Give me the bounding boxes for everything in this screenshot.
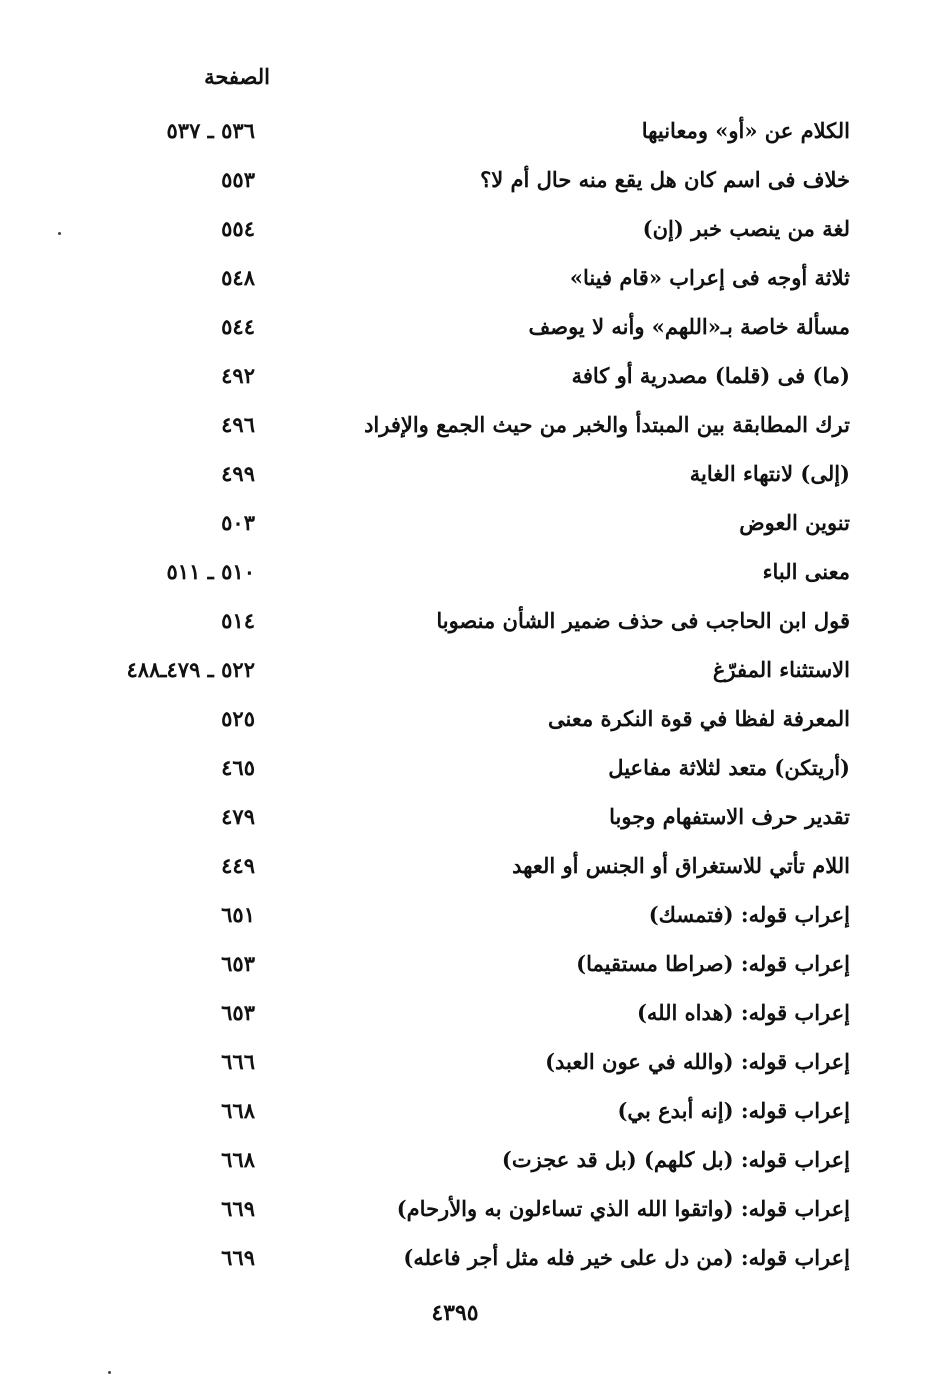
toc-entry	[60, 551, 860, 600]
toc-entry-title: ترك المطابقة بين المبتدأ والخبر من حيث الجمع والإفراد	[364, 412, 850, 437]
toc-entry-title: (إلى) لانتهاء الغاية	[689, 461, 850, 486]
toc-entry	[60, 453, 860, 502]
scan-speck	[58, 232, 61, 235]
toc-entry-page: ٤٩٩	[221, 461, 255, 486]
toc-entry-title: تنوين العوض	[739, 510, 850, 535]
toc-entry	[60, 1041, 860, 1090]
toc-entry	[60, 257, 860, 306]
toc-entry	[60, 600, 860, 649]
scan-speck	[108, 1371, 111, 1374]
toc-entry	[60, 404, 860, 453]
toc-entry	[60, 796, 860, 845]
toc-entry-title: إعراب قوله: (هداه الله)	[636, 1000, 850, 1025]
toc-entry-page: ٦٦٨	[221, 1098, 255, 1123]
toc-entry-title: قول ابن الحاجب فى حذف ضمير الشأن منصوبا	[436, 608, 850, 633]
toc-entry	[60, 845, 860, 894]
toc-entry-page: ٤٩٢	[221, 363, 255, 388]
toc-entry	[60, 355, 860, 404]
toc-entry-title: مسألة خاصة بـ«اللهم» وأنه لا يوصف	[528, 314, 850, 339]
toc-entry	[60, 159, 860, 208]
toc-entry-page: ٤٤٩	[221, 853, 255, 878]
toc-entry-page: ٦٦٨	[221, 1147, 255, 1172]
toc-entry	[60, 894, 860, 943]
toc-entry-title: اللام تأتي للاستغراق أو الجنس أو العهد	[512, 853, 850, 878]
toc-entry-title: إعراب قوله: (بل كلهم) (بل قد عجزت)	[501, 1147, 850, 1172]
toc-entry	[60, 747, 860, 796]
toc-entry-page: ٥١٠ ـ ٥١١	[166, 559, 255, 584]
toc-entry-page: ٥٠٣	[221, 510, 255, 535]
toc-entry-page: ٤٧٩	[221, 804, 255, 829]
toc-entry-title: الاستثناء المفرّغ	[712, 657, 850, 682]
toc-entry-page: ٥٢٥	[221, 706, 255, 731]
toc-entry-page: ٤٦٥	[221, 755, 255, 780]
toc-entry-page: ٦٦٩	[221, 1245, 255, 1270]
toc-entry-page: ٤٩٦	[221, 412, 255, 437]
toc-entry-page: ٥١٤	[221, 608, 255, 633]
page-column-header: الصفحة	[204, 64, 270, 89]
page-number: ٤٣٩٥	[431, 1300, 479, 1326]
toc-entry	[60, 943, 860, 992]
table-of-contents	[60, 110, 860, 1286]
toc-entry	[60, 1237, 860, 1286]
toc-entry-page: ٦٥٣	[221, 951, 255, 976]
toc-entry-page: ٥٤٤	[221, 314, 255, 339]
toc-entry	[60, 1090, 860, 1139]
toc-entry	[60, 649, 860, 698]
toc-entry	[60, 208, 860, 257]
toc-entry-page: ٥٣٦ ـ ٥٣٧	[166, 118, 255, 143]
toc-entry-page: ٦٥١	[221, 902, 255, 927]
toc-entry-title: ثلاثة أوجه فى إعراب «قام فينا»	[569, 265, 850, 290]
toc-entry-page: ٥٤٨	[221, 265, 255, 290]
toc-entry	[60, 110, 860, 159]
toc-entry-page: ٦٦٦	[221, 1049, 255, 1074]
toc-entry	[60, 306, 860, 355]
toc-entry-title: خلاف فى اسم كان هل يقع منه حال أم لا؟	[480, 167, 850, 192]
toc-entry-page: ٥٢٢ ـ ٤٧٩ـ٤٨٨	[126, 657, 255, 682]
toc-entry	[60, 1188, 860, 1237]
toc-entry	[60, 698, 860, 747]
toc-entry-title: معنى الباء	[762, 559, 850, 584]
toc-entry-title: (ما) فى (قلما) مصدرية أو كافة	[571, 363, 850, 388]
toc-entry-page: ٥٥٤	[221, 216, 255, 241]
toc-entry-title: إعراب قوله: (واتقوا الله الذي تساءلون به والأرحام)	[396, 1196, 850, 1221]
toc-entry-title: إعراب قوله: (إنه أبدع بي)	[617, 1098, 850, 1123]
toc-entry-title: المعرفة لفظا في قوة النكرة معنى	[548, 706, 850, 731]
toc-entry	[60, 992, 860, 1041]
toc-entry-title: (أريتكن) متعد لثلاثة مفاعيل	[608, 755, 850, 780]
toc-entry-title: إعراب قوله: (فتمسك)	[648, 902, 850, 927]
toc-entry-title: إعراب قوله: (صراطا مستقيما)	[576, 951, 850, 976]
toc-entry-title: الكلام عن «أو» ومعانيها	[641, 118, 850, 143]
toc-entry-page: ٦٥٣	[221, 1000, 255, 1025]
toc-entry-page: ٥٥٣	[221, 167, 255, 192]
toc-entry-title: إعراب قوله: (من دل على خير فله مثل أجر فاعله)	[403, 1245, 850, 1270]
toc-entry-title: لغة من ينصب خبر (إن)	[642, 216, 850, 241]
toc-entry-page: ٦٦٩	[221, 1196, 255, 1221]
toc-entry	[60, 1139, 860, 1188]
toc-entry-title: تقدير حرف الاستفهام وجوبا	[609, 804, 850, 829]
toc-entry	[60, 502, 860, 551]
toc-entry-title: إعراب قوله: (والله في عون العبد)	[545, 1049, 850, 1074]
